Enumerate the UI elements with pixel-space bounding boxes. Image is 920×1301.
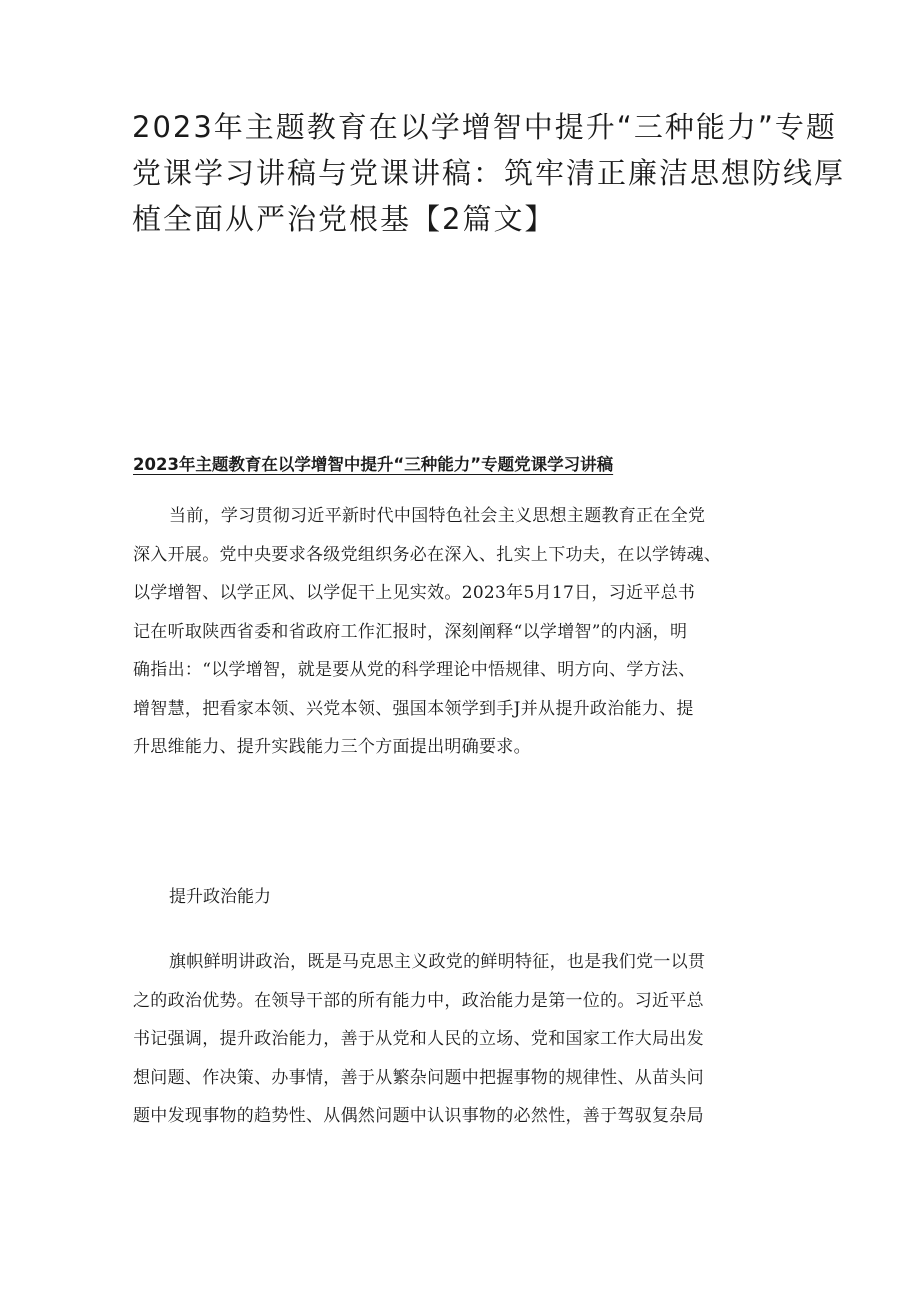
section-heading: 提升政治能力 — [169, 887, 271, 907]
paragraph-line: 增智慧，把看家本领、兴党本领、强国本领学到手J并从提升政治能力、提 — [133, 698, 694, 719]
paragraph-line: 想问题、作决策、办事情，善于从繁杂问题中把握事物的规律性、从苗头问 — [133, 1067, 704, 1088]
paragraph-political-ability — [133, 943, 803, 1136]
document-title — [132, 104, 846, 242]
title-line-1: 2023年主题教育在以学增智中提升“三种能力”专题 — [132, 110, 837, 144]
title-line-2: 党课学习讲稿与党课讲稿：筑牢清正廉洁思想防线厚 — [132, 156, 846, 190]
paragraph-line: 旗帜鲜明讲政治，既是马克思主义政党的鲜明特征，也是我们党一以贯 — [169, 952, 706, 972]
paragraph-line: 书记强调，提升政治能力，善于从党和人民的立场、党和国家工作大局出发 — [133, 1029, 704, 1049]
paragraph-line: 确指出：“以学增智，就是要从党的科学理论中悟规律、明方向、学方法、 — [133, 660, 696, 680]
paragraph-line: 题中发现事物的趋势性、从偶然问题中认识事物的必然性，善于驾驭复杂局 — [133, 1106, 704, 1126]
paragraph-line: 升思维能力、提升实践能力三个方面提出明确要求。 — [133, 737, 531, 757]
paragraph-line: 深入开展。党中央要求各级党组织务必在深入、扎实上下功夫，在以学铸魂、 — [133, 544, 722, 565]
paragraph-line: 之的政治优势。在领导干部的所有能力中，政治能力是第一位的。习近平总 — [133, 990, 704, 1011]
paragraph-intro — [133, 497, 803, 767]
section-subtitle: 2023年主题教育在以学增智中提升“三种能力”专题党课学习讲稿 — [133, 455, 614, 474]
paragraph-line: 以学增智、以学正风、以学促干上见实效。2023年5月17日，习近平总书 — [133, 583, 696, 603]
paragraph-line: 当前，学习贯彻习近平新时代中国特色社会主义思想主题教育正在全党 — [169, 506, 706, 526]
title-line-3: 植全面从严治党根基【2篇文】 — [132, 202, 556, 236]
paragraph-line: 记在听取陕西省委和省政府工作汇报时，深刻阐释“以学增智”的内涵，明 — [133, 621, 688, 642]
